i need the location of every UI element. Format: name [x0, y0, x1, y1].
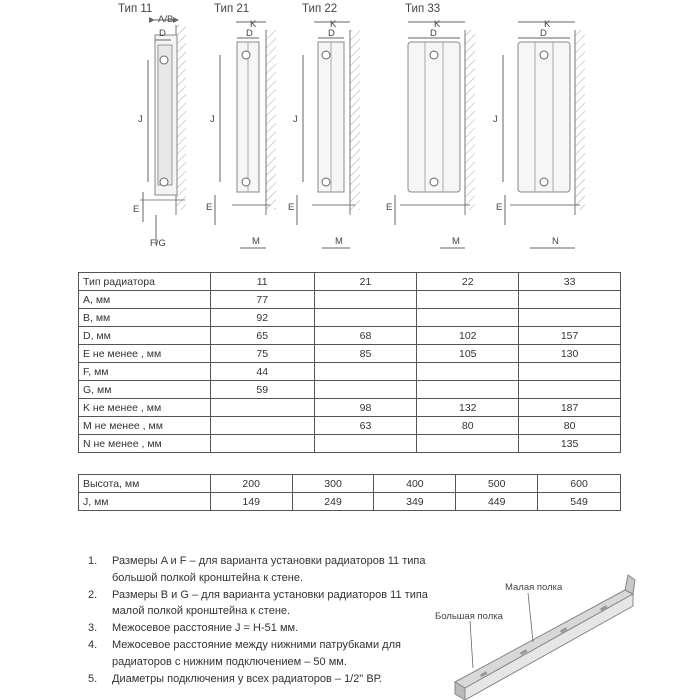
height-row-label: J, мм	[79, 493, 211, 511]
spec-cell: 77	[210, 291, 314, 309]
spec-cell	[417, 363, 519, 381]
type-11-label: Тип 11	[118, 3, 153, 15]
note-item	[88, 671, 428, 688]
type-33-label: Тип 33	[405, 3, 441, 15]
spec-cell: 68	[314, 327, 417, 345]
bracket-illustration	[425, 560, 700, 700]
note-item	[88, 620, 428, 637]
height-cell: 500	[456, 475, 538, 493]
spec-row-label: A, мм	[79, 291, 211, 309]
spec-row	[79, 291, 621, 309]
radiator-drawings	[0, 0, 700, 270]
height-cell: 300	[292, 475, 374, 493]
note-item	[88, 637, 428, 671]
spec-row-label: G, мм	[79, 381, 211, 399]
spec-row	[79, 309, 621, 327]
spec-row-label: N не менее , мм	[79, 435, 211, 453]
height-cell: 600	[538, 475, 621, 493]
spec-row	[79, 345, 621, 363]
spec-row-label: K не менее , мм	[79, 399, 211, 417]
dim-j-21: J	[210, 114, 215, 125]
spec-cell: 59	[210, 381, 314, 399]
height-cell: 149	[210, 493, 292, 511]
dim-d-11: D	[159, 28, 166, 39]
dim-e-22: E	[288, 202, 295, 213]
dim-m-22: M	[335, 236, 343, 247]
dim-e-21: E	[206, 202, 213, 213]
spec-row-label: D, мм	[79, 327, 211, 345]
spec-cell: 187	[519, 399, 621, 417]
spec-cell	[314, 381, 417, 399]
spec-cell	[519, 381, 621, 399]
height-row	[79, 475, 621, 493]
spec-cell	[210, 417, 314, 435]
note-text: Размеры A и F – для варианта установки радиаторов 11 типа большой полкой кронштейна к стене.	[112, 555, 426, 584]
type-22-label: Тип 22	[302, 3, 338, 15]
spec-row	[79, 327, 621, 345]
note-text: Диаметры подключения у всех радиаторов – 1/2" ВР.	[112, 672, 382, 685]
spec-cell: 63	[314, 417, 417, 435]
note-text: Межосевое расстояние между нижними патрубками для радиаторов с нижним подключением – 50 мм.	[112, 638, 401, 668]
spec-row-label: M не менее , мм	[79, 417, 211, 435]
spec-cell: 105	[417, 345, 519, 363]
spec-cell	[519, 291, 621, 309]
spec-row	[79, 363, 621, 381]
spec-cell: 130	[519, 345, 621, 363]
spec-cell	[417, 309, 519, 327]
height-cell: 400	[374, 475, 456, 493]
spec-cell	[314, 309, 417, 327]
type-11-drawing	[133, 14, 186, 249]
type-33-drawing-m	[386, 19, 475, 248]
dim-j-22: J	[293, 114, 298, 125]
spec-cell: 22	[417, 273, 519, 291]
note-text: Размеры B и G – для варианта установки радиаторов 11 типа малой полкой кронштейна к стене.	[112, 588, 428, 618]
spec-cell: 157	[519, 327, 621, 345]
spec-table	[78, 272, 621, 453]
dim-d-22: D	[328, 28, 335, 39]
spec-row	[79, 399, 621, 417]
spec-cell	[417, 435, 519, 453]
notes-list	[88, 553, 428, 687]
dim-e-33b: E	[496, 202, 503, 213]
dim-k-21: K	[250, 19, 257, 30]
spec-cell: 98	[314, 399, 417, 417]
spec-cell: 85	[314, 345, 417, 363]
dim-k-33b: K	[544, 19, 551, 30]
dim-n-33: N	[552, 236, 559, 247]
height-cell: 349	[374, 493, 456, 511]
spec-cell	[417, 291, 519, 309]
dim-ab: A/B	[158, 14, 174, 25]
spec-cell	[314, 435, 417, 453]
spec-cell	[519, 309, 621, 327]
spec-cell	[314, 291, 417, 309]
note-item	[88, 587, 428, 621]
note-number: 2.	[88, 588, 98, 601]
dim-m-33: M	[452, 236, 460, 247]
large-shelf-label: Большая полка	[435, 611, 503, 622]
height-cell: 549	[538, 493, 621, 511]
spec-row-label: E не менее , мм	[79, 345, 211, 363]
spec-cell: 132	[417, 399, 519, 417]
spec-cell	[519, 363, 621, 381]
type-22-drawing	[288, 19, 360, 248]
dim-k-33a: K	[434, 19, 441, 30]
dim-d-33b: D	[540, 28, 547, 39]
dim-d-33a: D	[430, 28, 437, 39]
spec-cell: 11	[210, 273, 314, 291]
note-number: 4.	[88, 638, 98, 651]
dim-e-33a: E	[386, 202, 393, 213]
spec-cell	[314, 363, 417, 381]
height-cell: 449	[456, 493, 538, 511]
note-item	[88, 553, 428, 587]
spec-row-label: B, мм	[79, 309, 211, 327]
note-number: 5.	[88, 672, 98, 685]
dim-d-21: D	[246, 28, 253, 39]
small-shelf-label: Малая полка	[505, 582, 563, 593]
spec-header-row	[79, 273, 621, 291]
spec-cell: 80	[519, 417, 621, 435]
spec-cell: 21	[314, 273, 417, 291]
spec-row	[79, 381, 621, 399]
dim-k-22: K	[330, 19, 337, 30]
note-number: 3.	[88, 622, 98, 635]
spec-cell: 65	[210, 327, 314, 345]
spec-row	[79, 435, 621, 453]
dim-fg: F/G	[150, 238, 166, 249]
height-row-label: Высота, мм	[79, 475, 211, 493]
spec-row	[79, 417, 621, 435]
spec-cell: 92	[210, 309, 314, 327]
height-cell: 200	[210, 475, 292, 493]
spec-cell: 135	[519, 435, 621, 453]
spec-row-label: Тип радиатора	[79, 273, 211, 291]
height-cell: 249	[292, 493, 374, 511]
height-table	[78, 474, 621, 511]
type-21-drawing	[206, 19, 276, 248]
height-row	[79, 493, 621, 511]
spec-cell: 44	[210, 363, 314, 381]
note-number: 1.	[88, 555, 98, 567]
spec-cell	[210, 435, 314, 453]
spec-cell	[417, 381, 519, 399]
spec-cell: 75	[210, 345, 314, 363]
dim-e-11: E	[133, 204, 140, 215]
note-text: Межосевое расстояние J = H-51 мм.	[112, 622, 299, 635]
type-21-label: Тип 21	[214, 3, 250, 15]
spec-row-label: F, мм	[79, 363, 211, 381]
spec-cell: 33	[519, 273, 621, 291]
spec-cell: 80	[417, 417, 519, 435]
dim-j-11: J	[138, 114, 143, 125]
spec-cell: 102	[417, 327, 519, 345]
dim-j-33b: J	[493, 114, 498, 125]
type-33-drawing-n	[493, 19, 585, 248]
spec-cell	[210, 399, 314, 417]
dim-m-21: M	[252, 236, 260, 247]
